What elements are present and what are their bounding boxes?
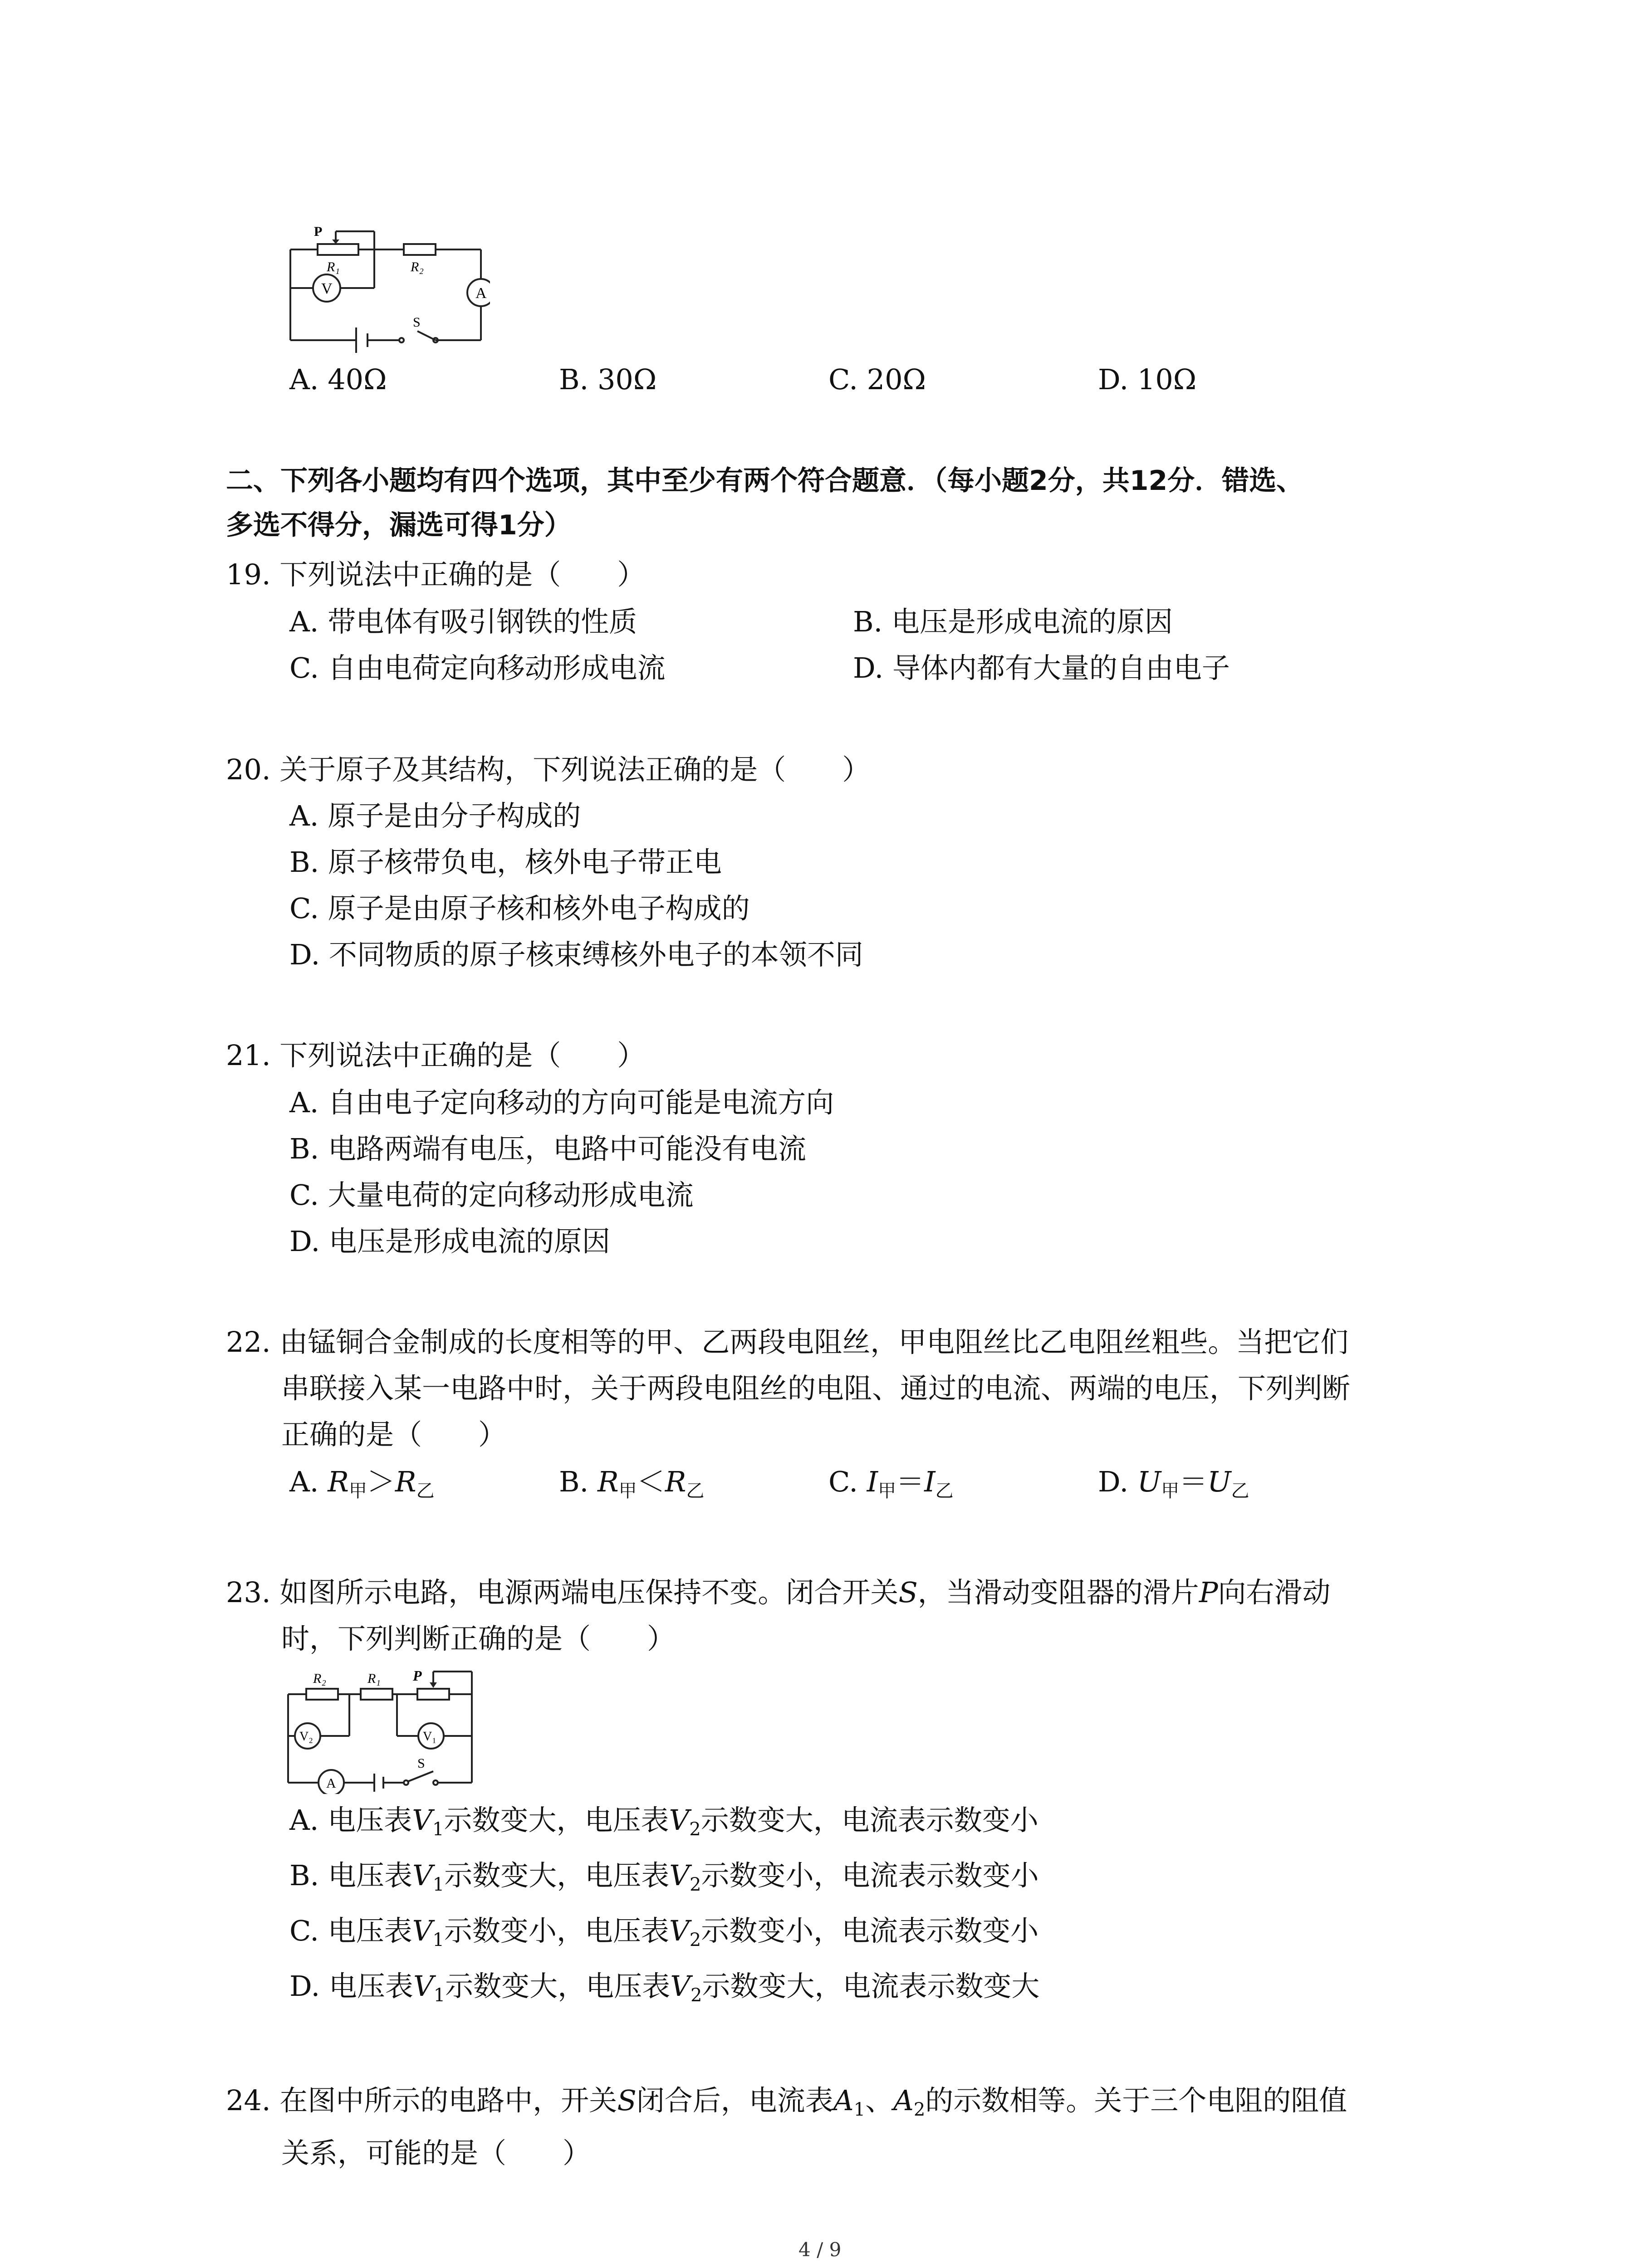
- q23-label-s: S: [417, 1756, 425, 1771]
- q23-label-r1: R₁: [367, 1671, 381, 1686]
- q24-stem-line2: 关系，可能的是（ ）: [281, 2136, 591, 2170]
- q18-label-r2: R₂: [411, 259, 424, 274]
- q18-label-p: P: [314, 224, 323, 239]
- q20-option-b: B. 原子核带负电，核外电子带正电: [289, 846, 722, 879]
- q23-stem-line1: 23. 如图所示电路，电源两端电压保持不变。闭合开关S，当滑动变阻器的滑片P向右滑动: [226, 1576, 1331, 1609]
- page-number: 4 / 9: [798, 2239, 842, 2261]
- q21-option-c: C. 大量电荷的定向移动形成电流: [289, 1178, 694, 1212]
- q18-label-v: V: [321, 280, 333, 297]
- q20-option-d: D. 不同物质的原子核束缚核外电子的本领不同: [289, 938, 863, 971]
- q23-label-p: P: [413, 1667, 422, 1684]
- q22-option-b: B. $R_甲<R_乙$: [559, 1465, 705, 1501]
- q23-option-c: C. 电压表$V_1$示数变小，电压表$V_2$示数变小，电流表示数变小: [289, 1914, 1039, 1950]
- q22-option-d: D. $U_甲=U_乙$: [1098, 1465, 1249, 1501]
- q19-option-b: B. 电压是形成电流的原因: [853, 605, 1173, 638]
- q23-label-v2: V₂: [299, 1730, 313, 1744]
- q22-stem-line1: 22. 由锰铜合金制成的长度相等的甲、乙两段电阻丝，甲电阻丝比乙电阻丝粗些。当把它们: [226, 1325, 1349, 1359]
- q19-option-c: C. 自由电荷定向移动形成电流: [289, 651, 666, 684]
- q18-option-c: C. 20Ω: [828, 363, 926, 396]
- q23-option-b: B. 电压表$V_1$示数变大，电压表$V_2$示数变小，电流表示数变小: [289, 1859, 1039, 1895]
- q19-option-a: A. 带电体有吸引钢铁的性质: [289, 605, 637, 638]
- q19-option-d: D. 导体内都有大量的自由电子: [853, 651, 1230, 684]
- q18-label-s: S: [413, 315, 421, 330]
- q20-option-a: A. 原子是由分子构成的: [289, 799, 581, 832]
- q21-option-a: A. 自由电子定向移动的方向可能是电流方向: [289, 1086, 834, 1119]
- q23-stem-line2: 时，下列判断正确的是（ ）: [281, 1622, 676, 1655]
- q24-stem-line1: 24. 在图中所示的电路中，开关S闭合后，电流表$A_1$、$A_2$的示数相等。关于三个电阻的阻值: [226, 2084, 1347, 2120]
- q22-stem-line3: 正确的是（ ）: [281, 1418, 507, 1451]
- q19-stem: 19. 下列说法中正确的是（ ）: [226, 558, 646, 591]
- q23-option-a: A. 电压表$V_1$示数变大，电压表$V_2$示数变大，电流表示数变小: [289, 1804, 1038, 1840]
- section-2-heading-line2: 多选不得分，漏选可得1分）: [226, 509, 572, 541]
- q18-circuit-diagram: [281, 222, 490, 358]
- q22-option-a: A. $R_甲>R_乙$: [289, 1465, 435, 1501]
- q18-label-a: A: [475, 285, 487, 302]
- q18-label-r1: R₁: [327, 259, 340, 274]
- q22-stem-line2: 串联接入某一电路中时，关于两段电阻丝的电阻、通过的电流、两端的电压，下列判断: [281, 1372, 1351, 1405]
- q23-circuit-diagram: [281, 1662, 499, 1794]
- q23-label-a: A: [326, 1776, 336, 1791]
- q22-option-c: C. $I_甲=I_乙$: [828, 1465, 954, 1501]
- section-2-heading-line1: 二、下列各小题均有四个选项，其中至少有两个符合题意．（每小题2分，共12分．错选、: [226, 465, 1304, 497]
- q18-option-b: B. 30Ω: [559, 363, 657, 396]
- q20-option-c: C. 原子是由原子核和核外电子构成的: [289, 892, 750, 925]
- q18-option-d: D. 10Ω: [1098, 363, 1197, 396]
- q20-stem: 20. 关于原子及其结构，下列说法正确的是（ ）: [226, 753, 871, 786]
- q23-option-d: D. 电压表$V_1$示数变大，电压表$V_2$示数变大，电流表示数变大: [289, 1970, 1040, 2006]
- q23-label-v1: V₁: [423, 1730, 436, 1744]
- q21-stem: 21. 下列说法中正确的是（ ）: [226, 1039, 646, 1072]
- q23-label-r2: R₂: [313, 1671, 326, 1686]
- q21-option-d: D. 电压是形成电流的原因: [289, 1225, 610, 1258]
- q18-option-a: A. 40Ω: [289, 363, 387, 396]
- q21-option-b: B. 电路两端有电压，电路中可能没有电流: [289, 1132, 806, 1165]
